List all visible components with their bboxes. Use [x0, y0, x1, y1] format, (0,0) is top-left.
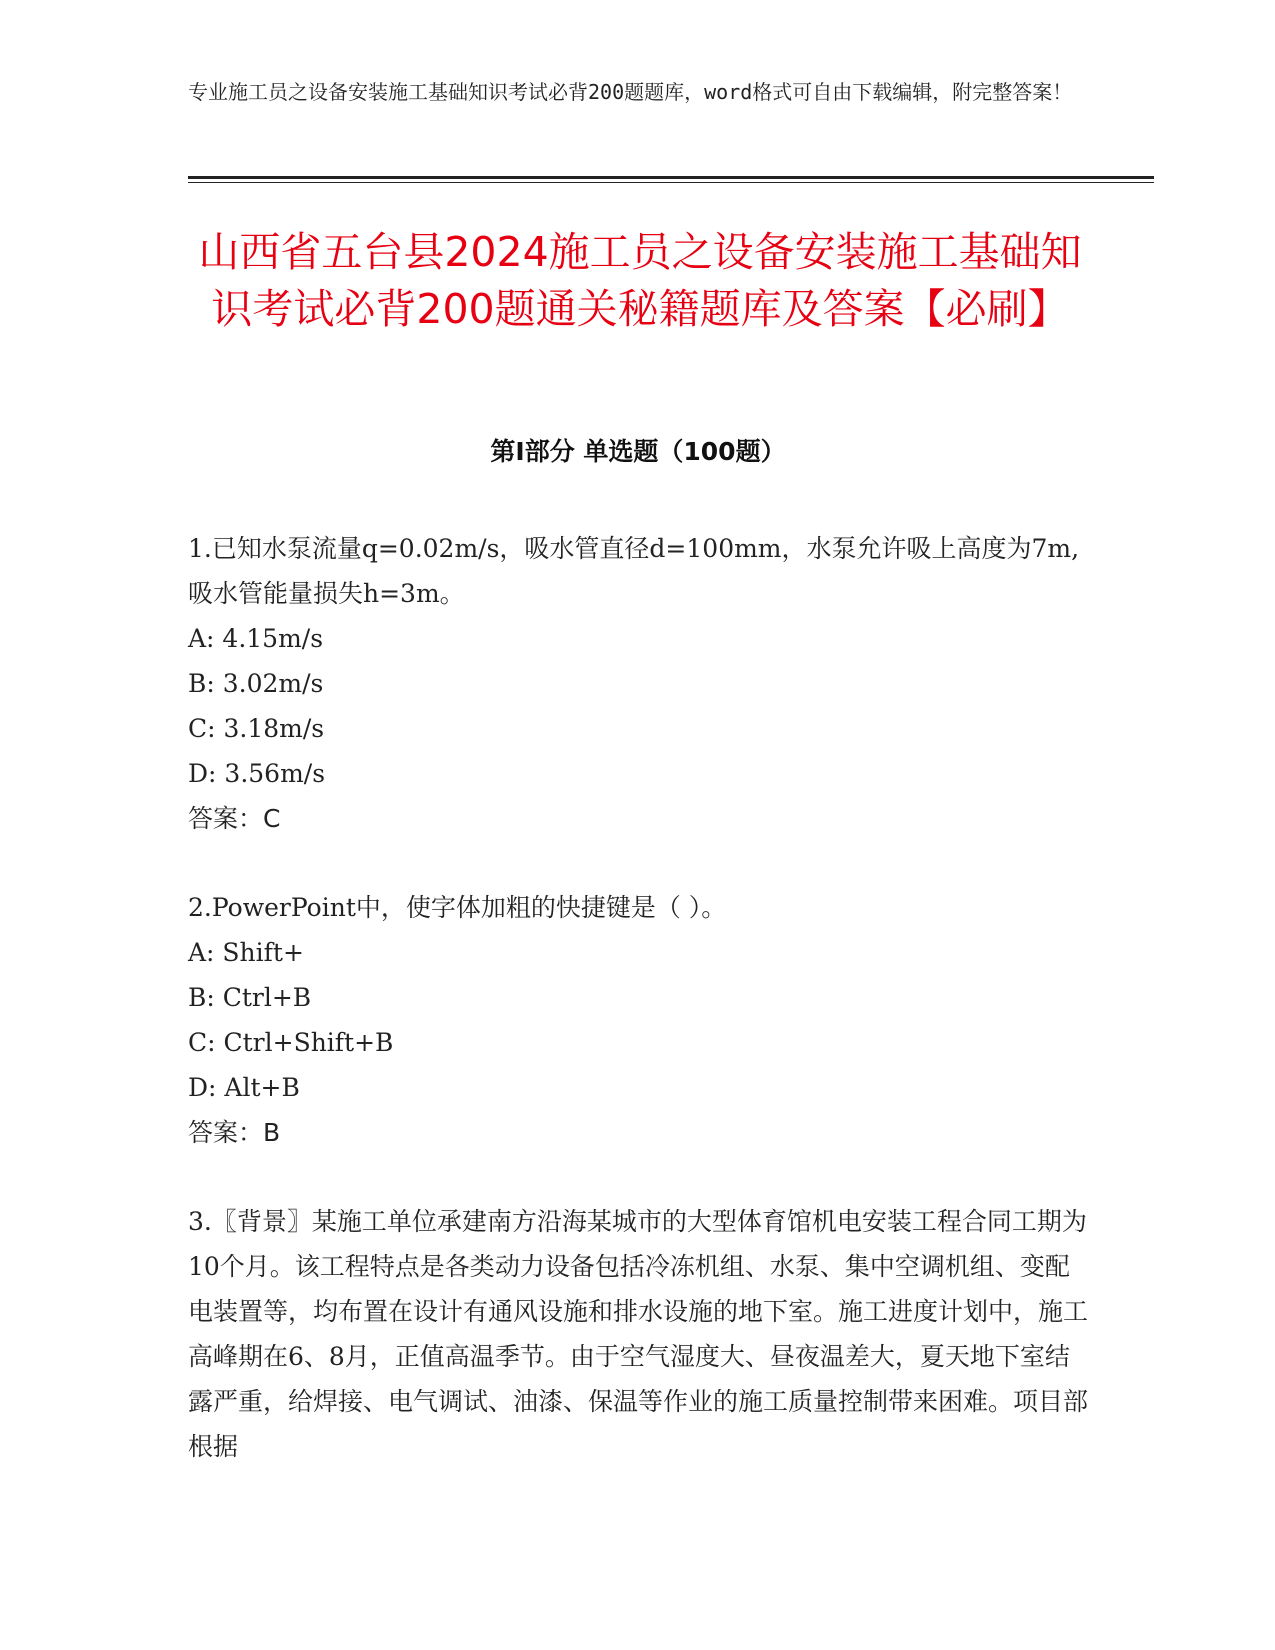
- question-item: [188, 1199, 1088, 1469]
- option-c: C: Ctrl+Shift+B: [188, 1028, 394, 1057]
- question-stem: 2.PowerPoint中，使字体加粗的快捷键是（ ）。: [188, 893, 727, 922]
- answer-line: 答案：C: [188, 804, 281, 833]
- option-d: D: 3.56m/s: [188, 759, 326, 788]
- question-item: [188, 526, 1088, 841]
- option-b: B: Ctrl+B: [188, 983, 312, 1012]
- question-stem: 1.已知水泵流量q=0.02m/s，吸水管直径d=100mm，水泵允许吸上高度为7m,吸水管能量损失h=3m。: [188, 534, 1080, 608]
- document-title: 山西省五台县2024施工员之设备安装施工基础知识考试必背200题通关秘籍题库及答案【必刷】: [198, 228, 1082, 333]
- header-note: 专业施工员之设备安装施工基础知识考试必背200题题库，word格式可自由下载编辑，附完整答案！: [188, 80, 1073, 104]
- option-c: C: 3.18m/s: [188, 714, 325, 743]
- question-stem: 3.〖背景〗某施工单位承建南方沿海某城市的大型体育馆机电安装工程合同工期为10个月。该工程特点是各类动力设备包括冷冻机组、水泵、集中空调机组、变配电装置等，均布置在设计有通风设施和排水设施的地下室。施工进度计划中，施工高峰期在6、8月，正值高温季节。由于空气湿度大、昼夜温差大，夏天地下室结露严重，给焊接、电气调试、油漆、保温等作业的施工质量控制带来困难。项目部根据: [188, 1207, 1089, 1461]
- option-d: D: Alt+B: [188, 1073, 300, 1102]
- question-list: [188, 526, 1088, 1513]
- option-a: A: 4.15m/s: [188, 624, 324, 653]
- question-item: [188, 885, 1088, 1155]
- option-b: B: 3.02m/s: [188, 669, 324, 698]
- header-divider-thin: [188, 182, 1154, 183]
- header-divider-thick: [188, 176, 1154, 179]
- answer-line: 答案：B: [188, 1118, 281, 1147]
- section-heading: 第Ⅰ部分 单选题（100题）: [490, 437, 786, 466]
- option-a: A: Shift+: [188, 938, 304, 967]
